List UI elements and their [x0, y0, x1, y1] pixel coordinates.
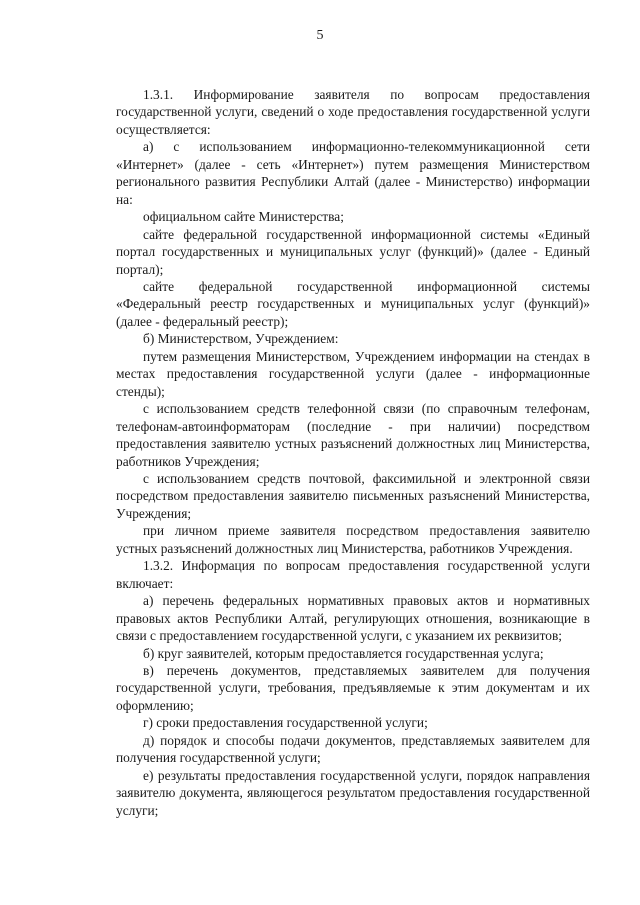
paragraph-list-d-submission: д) порядок и способы подачи документов, представляемых заявителем для получения государственной услуги;	[116, 732, 590, 766]
paragraph-info-stands: путем размещения Министерством, Учреждением информации на стендах в местах предоставления государственной услуги (далее - информационные стенды);	[116, 348, 590, 399]
document-body	[116, 86, 590, 819]
paragraph-official-site: официальном сайте Министерства;	[143, 209, 344, 225]
paragraph-item-a-internet: а) с использованием информационно-телекоммуникационной сети «Интернет» (далее - сеть «Интернет») путем размещения Министерством регионального развития Республики Алтай (далее - Министерство) информации на:	[116, 139, 590, 207]
page-number: 5	[316, 28, 324, 43]
paragraph-telephone: с использованием средств телефонной связи (по справочным телефонам, телефонам-автоинформаторам (последние - при наличии) посредством предоставления заявителю устных разъяснений должностных лиц Министерства, работников Учреждения;	[116, 401, 590, 469]
paragraph-list-e-results: е) результаты предоставления государственной услуги, порядок направления заявителю документа, являющегося результатом предоставления государственной услуги;	[116, 767, 590, 818]
paragraph-list-v-documents: в) перечень документов, представляемых заявителем для получения государственной услуги, требования, предъявляемые к этим документам и их оформлению;	[116, 662, 590, 713]
paragraph-item-b-ministry: б) Министерством, Учреждением:	[143, 331, 339, 347]
paragraph-1-3-1: 1.3.1. Информирование заявителя по вопросам предоставления государственной услуги, сведений о ходе предоставления государственной услуги осуществляется:	[116, 87, 590, 137]
paragraph-personal-reception: при личном приеме заявителя посредством предоставления заявителю устных разъяснений должностных лиц Министерства, работников Учреждения.	[116, 523, 590, 556]
paragraph-1-3-2: 1.3.2. Информация по вопросам предоставления государственной услуги включает:	[116, 558, 590, 591]
paragraph-postal-electronic: с использованием средств почтовой, факсимильной и электронной связи посредством предоставления заявителю письменных разъяснений Министерства, Учреждения;	[116, 470, 590, 521]
paragraph-federal-registry: сайте федеральной государственной информационной системы «Федеральный реестр государственных и муниципальных услуг (функций)» (далее - федеральный реестр);	[116, 278, 590, 329]
paragraph-list-g-terms: г) сроки предоставления государственной услуги;	[143, 715, 428, 731]
paragraph-list-b-applicants: б) круг заявителей, которым предоставляется государственная услуга;	[143, 645, 544, 661]
paragraph-unified-portal: сайте федеральной государственной информационной системы «Единый портал государственных и муниципальных услуг (функций)» (далее - Единый портал);	[116, 226, 590, 277]
paragraph-list-a-acts: а) перечень федеральных нормативных правовых актов и нормативных правовых актов Республики Алтай, регулирующих отношения, возникающие в связи с предоставлением государственной услуги, с указанием их реквизитов;	[116, 593, 590, 644]
